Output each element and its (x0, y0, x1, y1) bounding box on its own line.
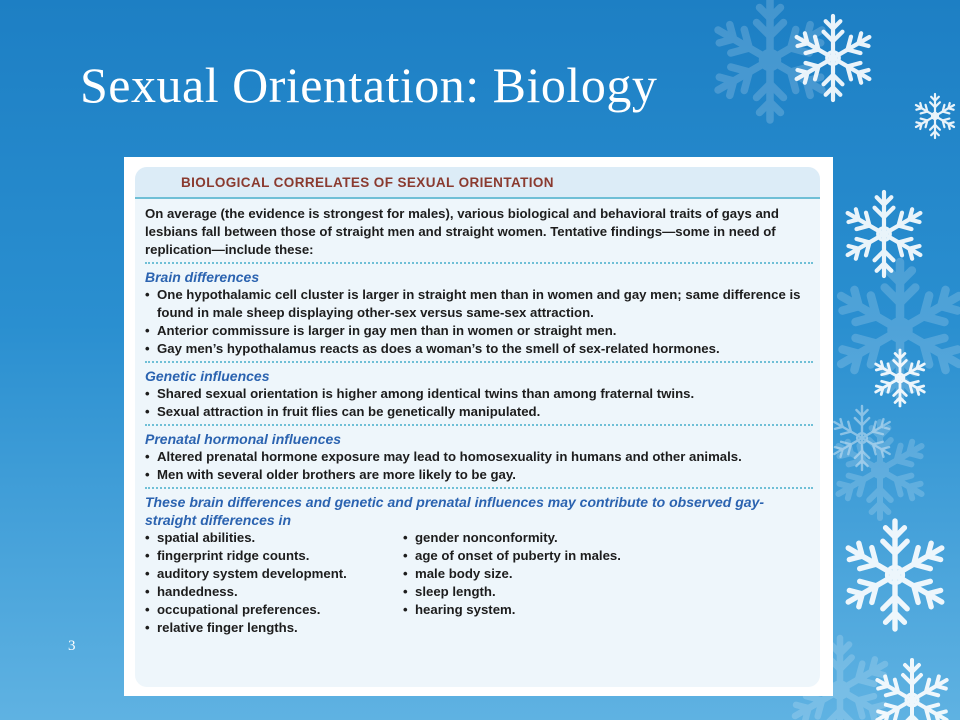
snowflake-icon (842, 521, 948, 629)
differences-list-left (145, 529, 403, 637)
slide-number: 3 (68, 638, 76, 654)
section-heading-differences: These brain differences and genetic and prenatal influences may contribute to observed gay-straight differences in (145, 494, 765, 528)
figure-image (124, 157, 833, 696)
snowflake-icon (873, 660, 951, 720)
figure-header (135, 167, 820, 199)
divider (145, 262, 813, 264)
snowflake-icon (831, 406, 894, 470)
list-item: • Sexual attraction in fruit flies can be genetically manipulated. (145, 403, 813, 421)
list-item: • Shared sexual orientation is higher among identical twins than among fraternal twins. (145, 385, 813, 403)
divider (145, 487, 813, 489)
list-item: • auditory system development. (145, 565, 403, 583)
list-item: • gender nonconformity. (403, 529, 763, 547)
list-item: • fingerprint ridge counts. (145, 547, 403, 565)
list-item: • One hypothalamic cell cluster is larger in straight men than in women and gay men; same difference is found in male sheep displaying other-sex versus same-sex attraction. (145, 286, 813, 322)
snowflake-icon (843, 192, 925, 276)
list-item: • age of onset of puberty in males. (403, 547, 763, 565)
snowflake-icon (711, 0, 828, 120)
list-item: • relative finger lengths. (145, 619, 403, 637)
list-item: • Men with several older brothers are more likely to be gay. (145, 466, 813, 484)
snowflake-icon (833, 422, 927, 518)
section-heading-prenatal: Prenatal hormonal influences (145, 431, 342, 447)
differences-columns (145, 529, 813, 637)
figure-title: BIOLOGICAL CORRELATES OF SEXUAL ORIENTATION (181, 175, 554, 190)
figure-intro: On average (the evidence is strongest for males), various biological and behavioral traits of gays and lesbians fall between those of straight men and straight women. Tentative findings—some in need of replication—include these: (145, 206, 779, 257)
section-heading-genetic: Genetic influences (145, 368, 270, 384)
slide-title: Sexual Orientation: Biology (80, 57, 658, 113)
bullet-list-genetic (145, 385, 813, 421)
list-item: • spatial abilities. (145, 529, 403, 547)
list-item: • Gay men’s hypothalamus reacts as does a woman’s to the smell of sex-related hormones. (145, 340, 813, 358)
list-item: • occupational preferences. (145, 601, 403, 619)
divider (145, 361, 813, 363)
list-item: • sleep length. (403, 583, 763, 601)
list-item: • male body size. (403, 565, 763, 583)
snowflake-icon (913, 94, 956, 138)
list-item: • handedness. (145, 583, 403, 601)
list-item: • Anterior commissure is larger in gay men than in women or straight men. (145, 322, 813, 340)
section-heading-brain: Brain differences (145, 269, 260, 285)
snowflake-icon (873, 350, 928, 406)
divider (145, 424, 813, 426)
figure-content (145, 205, 813, 637)
bullet-list-prenatal (145, 448, 813, 484)
differences-list-right (403, 529, 763, 637)
list-item: • Altered prenatal hormone exposure may lead to homosexuality in humans and other animals. (145, 448, 813, 466)
bullet-list-brain (145, 286, 813, 358)
list-item: • hearing system. (403, 601, 763, 619)
figure-box (135, 167, 820, 687)
